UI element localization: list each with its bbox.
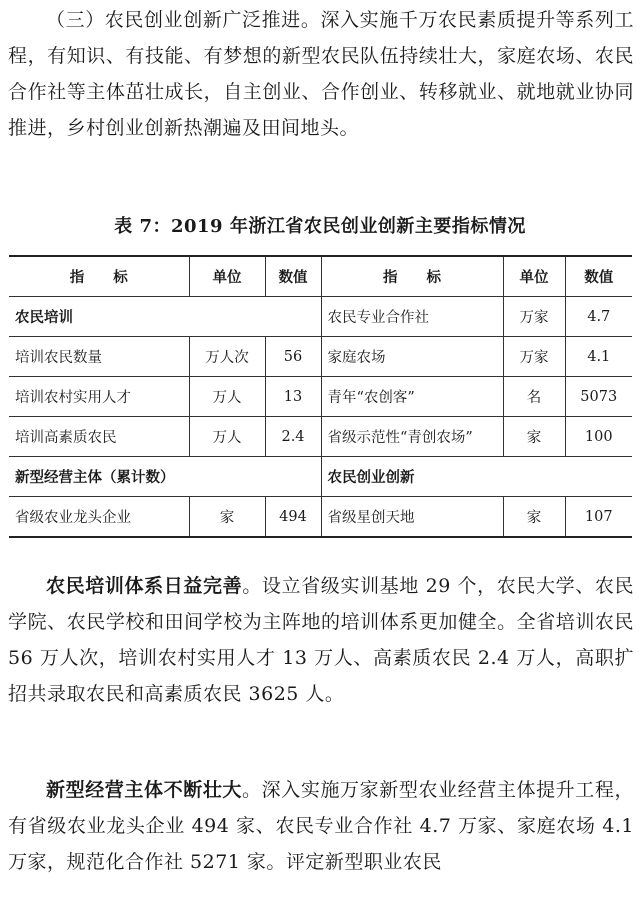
table-row xyxy=(9,377,632,417)
indicator-name: 培训高素质农民 xyxy=(9,417,189,457)
indicator-unit: 万人 xyxy=(189,377,265,417)
indicator-value: 13 xyxy=(265,377,321,417)
indicator-name: 家庭农场 xyxy=(321,337,503,377)
indicator-value: 5073 xyxy=(565,377,632,417)
table-header-row xyxy=(9,256,632,297)
indicator-value: 4.1 xyxy=(565,337,632,377)
indicator-value: 107 xyxy=(565,497,632,538)
indicators-table xyxy=(9,255,632,538)
indicator-value: 2.4 xyxy=(265,417,321,457)
header-unit-left: 单位 xyxy=(189,256,265,297)
indicator-unit: 万人次 xyxy=(189,337,265,377)
paragraph-lead: 新型经营主体不断壮大 xyxy=(46,779,243,801)
indicator-value: 4.7 xyxy=(565,297,632,337)
table-caption: 表 7：2019 年浙江省农民创业创新主要指标情况 xyxy=(114,216,526,237)
header-indicator-right: 指 标 xyxy=(321,256,503,297)
indicator-unit: 家 xyxy=(503,417,565,457)
table-row xyxy=(9,337,632,377)
entities-paragraph xyxy=(8,772,634,880)
header-indicator-left: 指 标 xyxy=(9,256,189,297)
table-row xyxy=(9,417,632,457)
section-title-entities: 新型经营主体（累计数） xyxy=(9,457,321,497)
paragraph-body: 。设立省级实训基地 29 个，农民大学、农民学院、农民学校和田间学校为主阵地的培训体系更加健全。全省培训农民 56 万人次，培训农村实用人才 13 万人、高素质农民 2.4 万人，高职扩招共录取农民和高素质农民 3625 人。 xyxy=(8,575,634,705)
indicator-name: 省级星创天地 xyxy=(321,497,503,538)
paragraph-body: 。深入实施万家新型农业经营主体提升工程，有省级农业龙头企业 494 家、农民专业合作社 4.7 万家、家庭农场 4.1 万家，规范化合作社 5271 家。评定新型职业农民 xyxy=(8,779,634,873)
indicator-value: 100 xyxy=(565,417,632,457)
section-title-training: 农民培训 xyxy=(9,297,321,337)
indicator-name: 省级示范性“青创农场” xyxy=(321,417,503,457)
indicator-unit: 万家 xyxy=(503,337,565,377)
indicator-name: 省级农业龙头企业 xyxy=(9,497,189,538)
indicator-unit: 万家 xyxy=(503,297,565,337)
indicator-name: 培训农村实用人才 xyxy=(9,377,189,417)
paragraph-lead: 农民培训体系日益完善 xyxy=(46,575,243,597)
indicator-unit: 万人 xyxy=(189,417,265,457)
indicator-value: 56 xyxy=(265,337,321,377)
header-value-right: 数值 xyxy=(565,256,632,297)
table-row xyxy=(9,497,632,538)
indicator-unit: 家 xyxy=(189,497,265,538)
intro-paragraph: （三）农民创业创新广泛推进。深入实施千万农民素质提升等系列工程，有知识、有技能、有梦想的新型农民队伍持续壮大，家庭农场、农民合作社等主体茁壮成长，自主创业、合作创业、转移就业、就地就业协同推进，乡村创业创新热潮遍及田间地头。 xyxy=(8,9,634,139)
indicator-name: 培训农民数量 xyxy=(9,337,189,377)
indicator-unit: 名 xyxy=(503,377,565,417)
indicator-unit: 家 xyxy=(503,497,565,538)
section-title-entrepreneurship: 农民创业创新 xyxy=(321,457,632,497)
indicator-value: 494 xyxy=(265,497,321,538)
table-row xyxy=(9,457,632,497)
header-unit-right: 单位 xyxy=(503,256,565,297)
indicator-name: 青年“农创客” xyxy=(321,377,503,417)
header-value-left: 数值 xyxy=(265,256,321,297)
indicator-name: 农民专业合作社 xyxy=(321,297,503,337)
table-row xyxy=(9,297,632,337)
training-paragraph xyxy=(8,568,634,712)
